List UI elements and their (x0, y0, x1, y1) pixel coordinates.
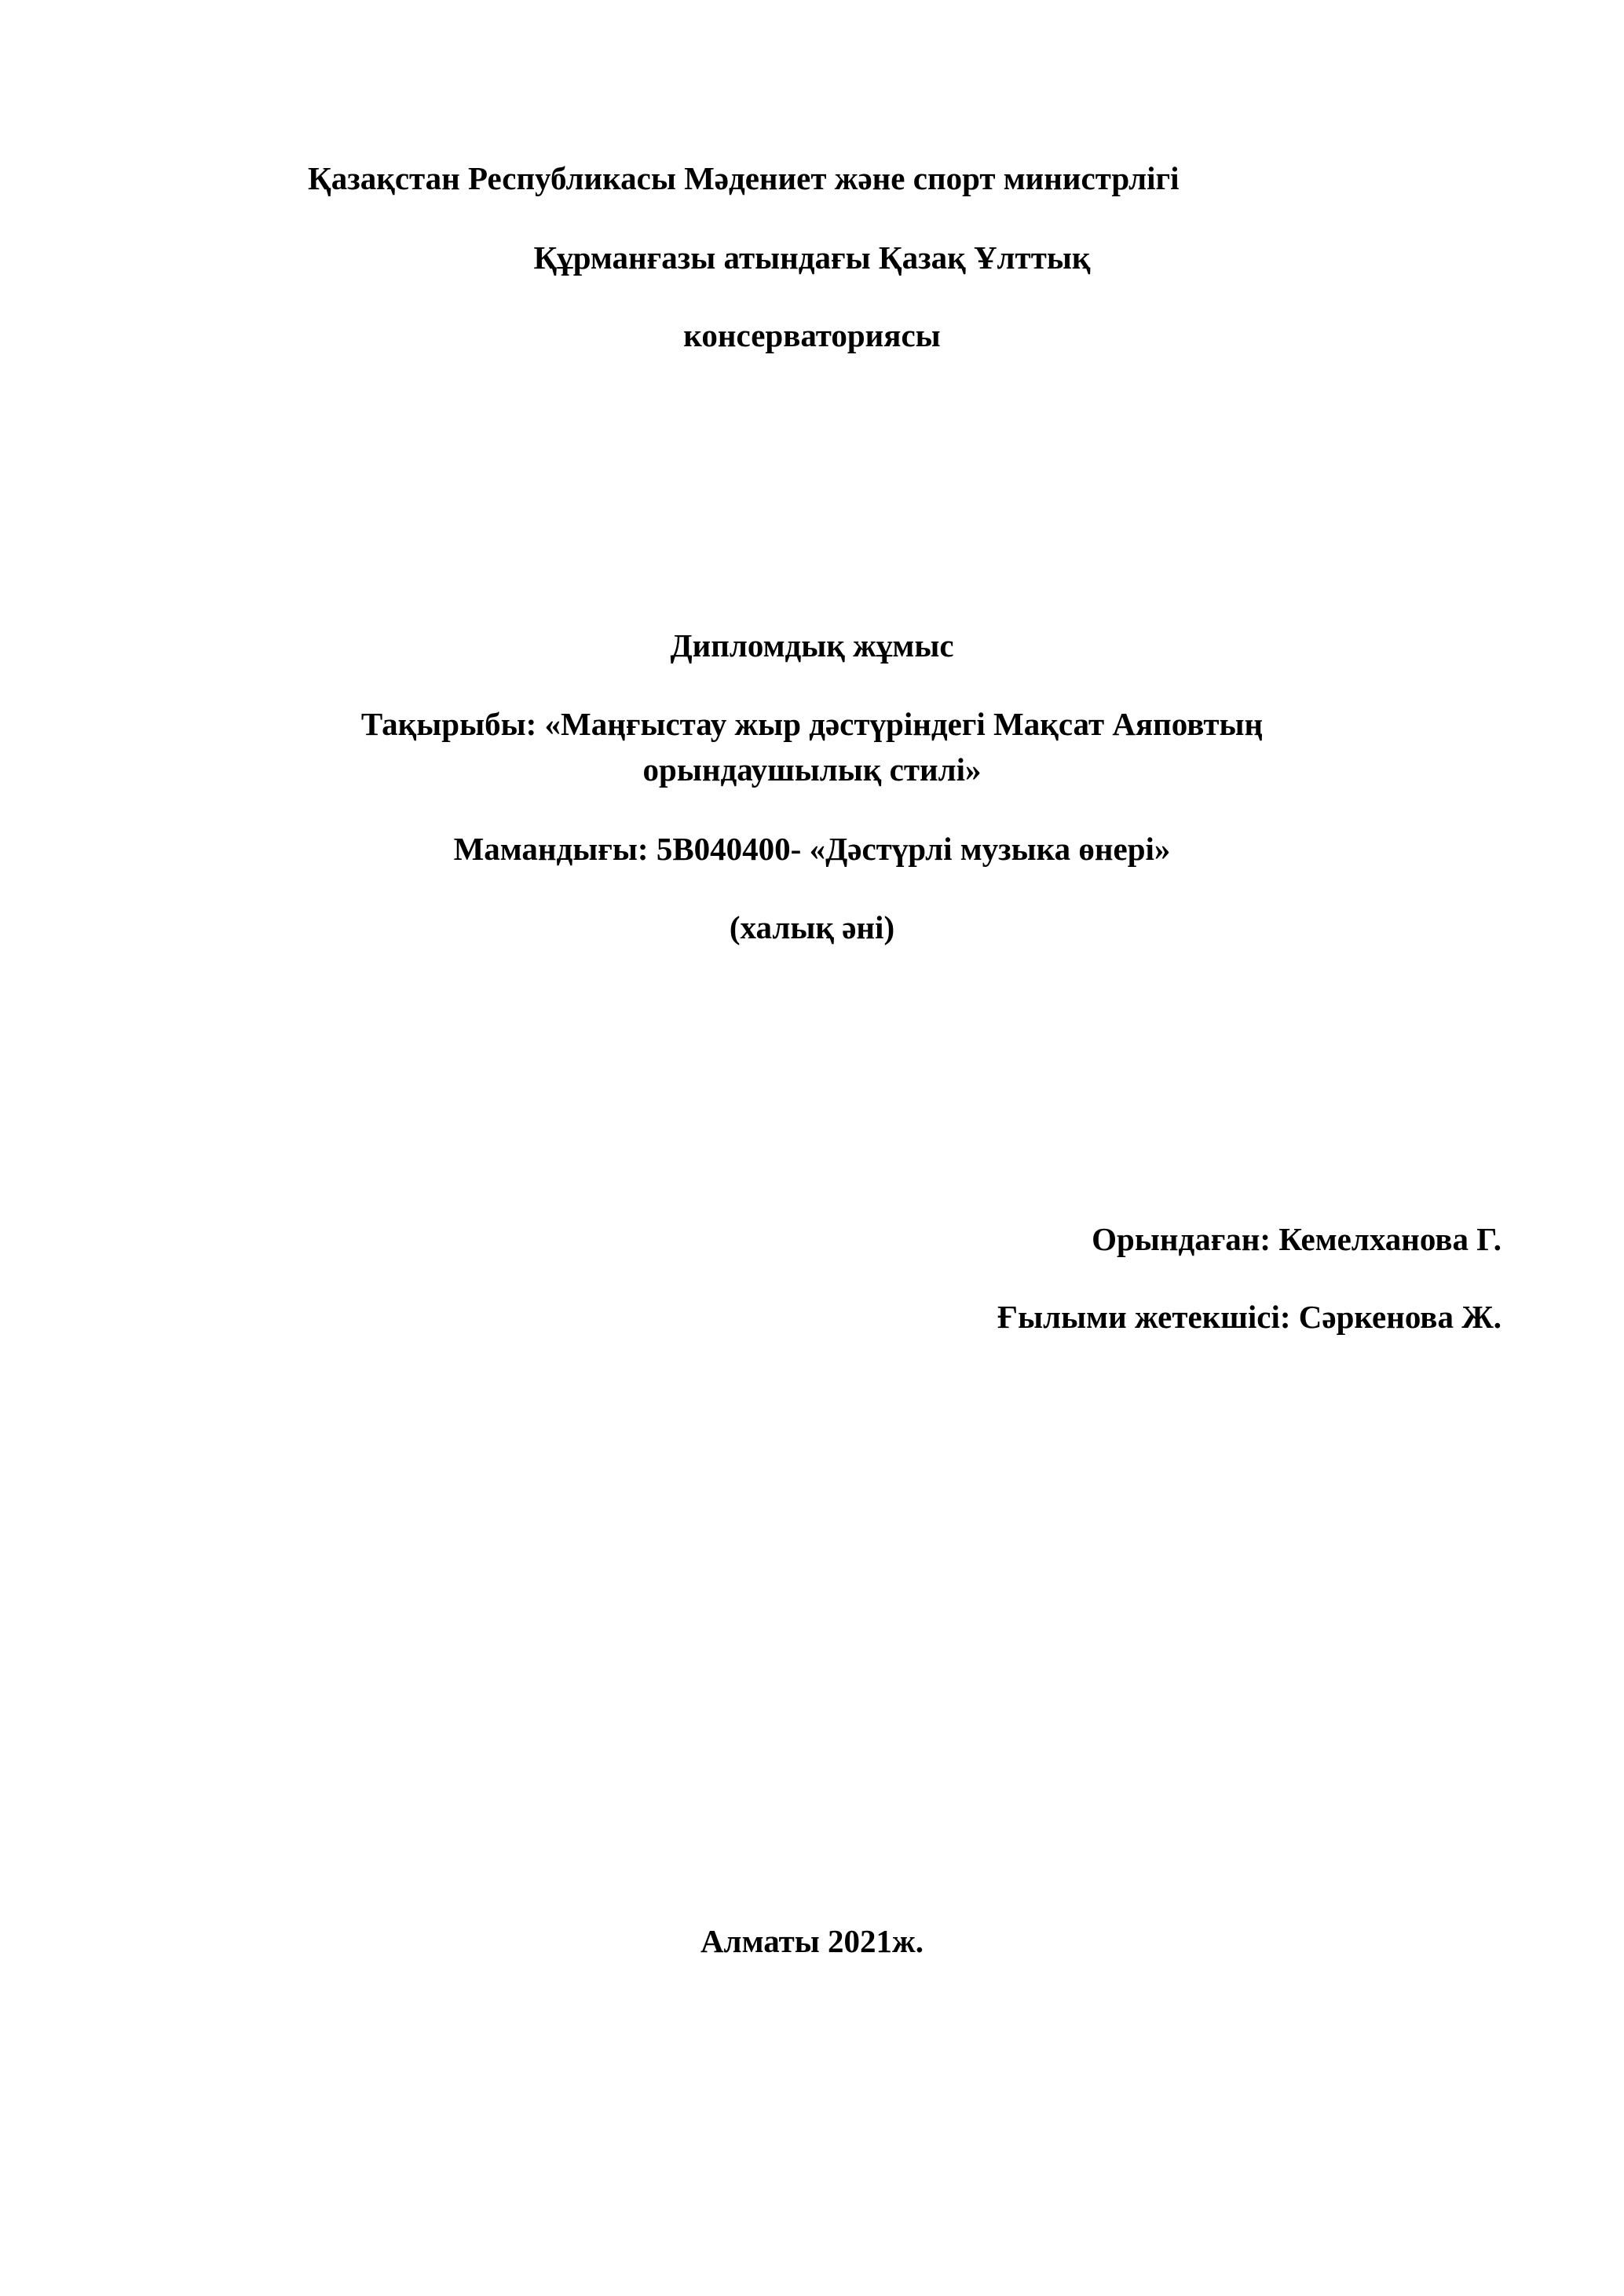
topic-line2: орындаушылық стилі» (642, 751, 982, 788)
specialization-line: (халық әні) (729, 909, 895, 945)
performer-line: Орындаған: Кемелханова Г. (1092, 1221, 1501, 1257)
institution-name-line2: консерваториясы (683, 317, 941, 353)
supervisor-line: Ғылыми жетекшісі: Сәркенова Ж. (997, 1299, 1501, 1335)
institution-name-line1: Құрманғазы атындағы Қазақ Ұлттық (533, 239, 1091, 276)
topic-line1: Тақырыбы: «Маңғыстау жыр дәстүріндегі Мақсат Аяповтың (360, 706, 1264, 742)
specialty-line: Мамандығы: 5В040400- «Дәстүрлі музыка өнері» (453, 831, 1171, 867)
work-type-title: Дипломдық жұмыс (670, 627, 954, 664)
city-year-line: Алматы 2021ж. (700, 1923, 924, 1959)
ministry-title: Қазақстан Республикасы Мәдениет және спорт министрлігі (308, 160, 1180, 196)
